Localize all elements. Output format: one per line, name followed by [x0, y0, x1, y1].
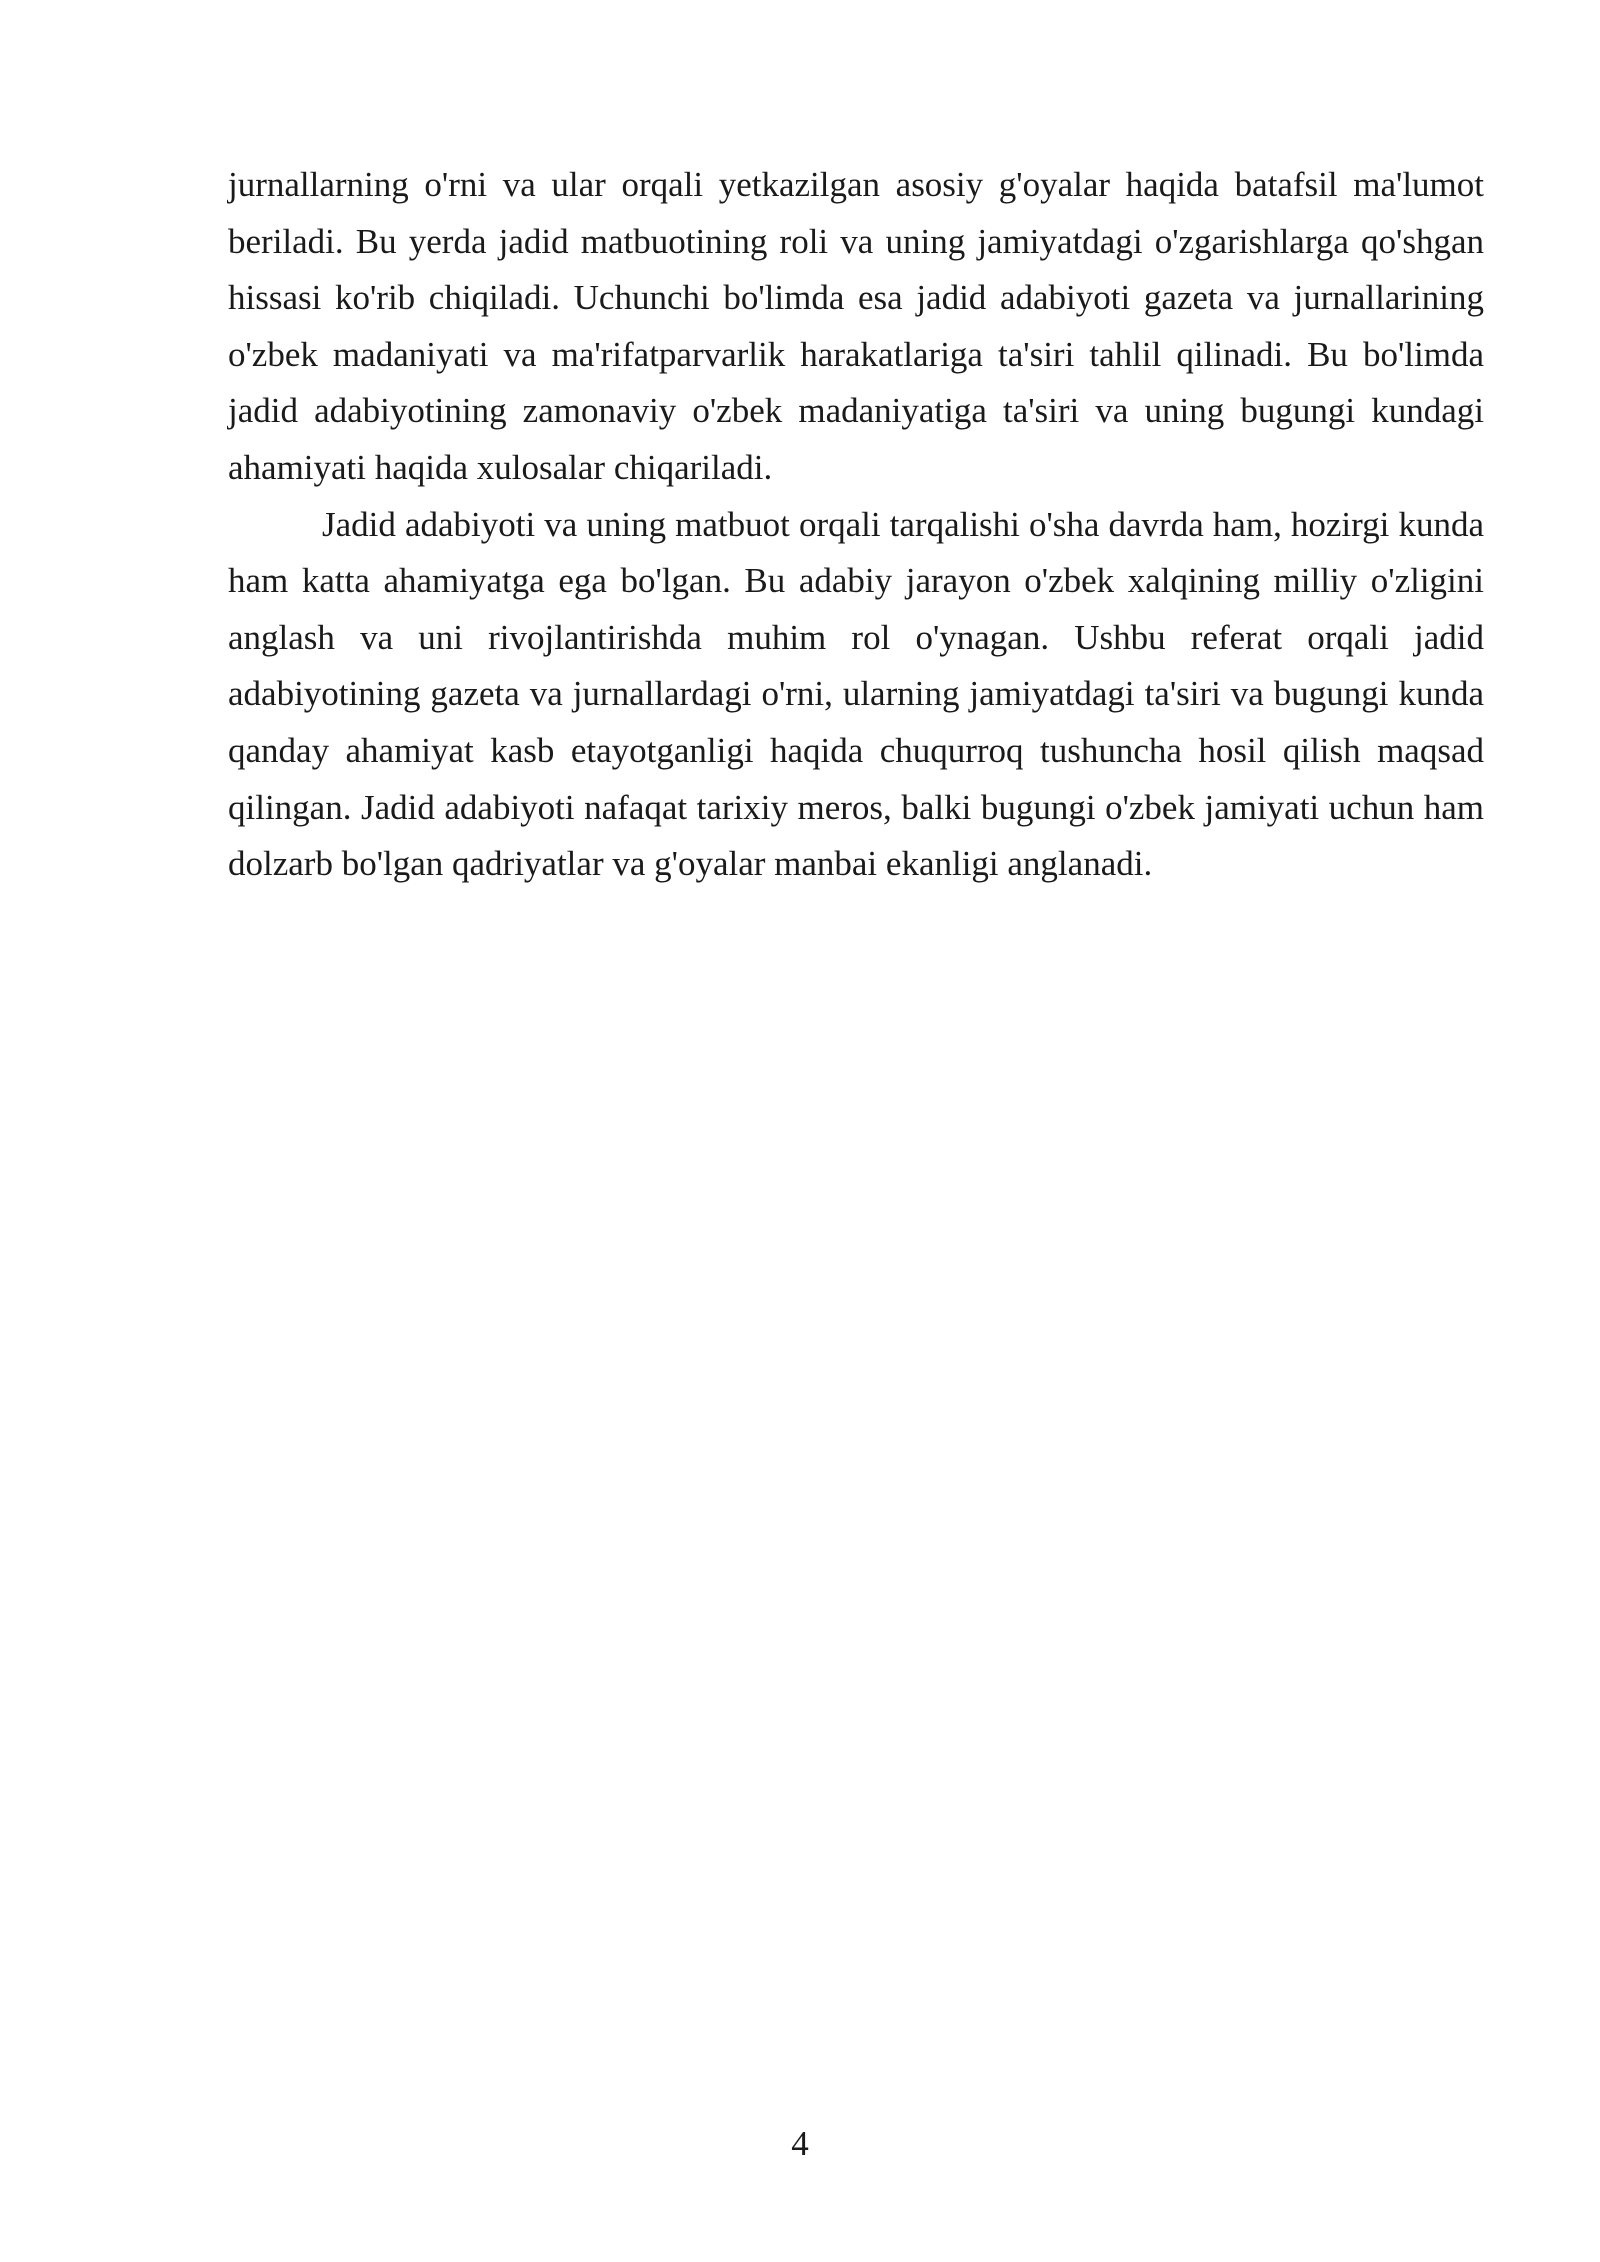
page-number: 4 — [791, 2124, 809, 2163]
paragraph-jadid-significance: Jadid adabiyoti va uning matbuot orqali tarqalishi o'sha davrda ham, hozirgi kunda ham katta ahamiyatga ega bo'lgan. Bu adabiy jarayon o'zbek xalqining milliy o'zligini anglash va uni rivojlantirishda muhim rol o'ynagan. Ushbu referat orqali jadid adabiyotining gazeta va jurnallardagi o'rni, ularning jamiyatdagi ta'siri va bugungi kunda qanday ahamiyat kasb etayotganligi haqida chuqurroq tushuncha hosil qilish maqsad qilingan. Jadid adabiyoti nafaqat tarixiy meros, balki bugungi o'zbek jamiyati uchun ham dolzarb bo'lgan qadriyatlar va g'oyalar manbai ekanligi anglanadi. — [228, 504, 1484, 884]
paragraph-continued: jurnallarning o'rni va ular orqali yetkazilgan asosiy g'oyalar haqida batafsil ma'lumot beriladi. Bu yerda jadid matbuotining roli va uning jamiyatdagi o'zgarishlarga qo'shgan hissasi ko'rib chiqiladi. Uchunchi bo'limda esa jadid adabiyoti gazeta va jurnallarining o'zbek madaniyati va ma'rifatparvarlik harakatlariga ta'siri tahlil qilinadi. Bu bo'limda jadid adabiyotining zamonaviy o'zbek madaniyatiga ta'siri va uning bugungi kundagi ahamiyati haqida xulosalar chiqariladi. — [228, 165, 1484, 487]
body-text — [228, 157, 1484, 893]
